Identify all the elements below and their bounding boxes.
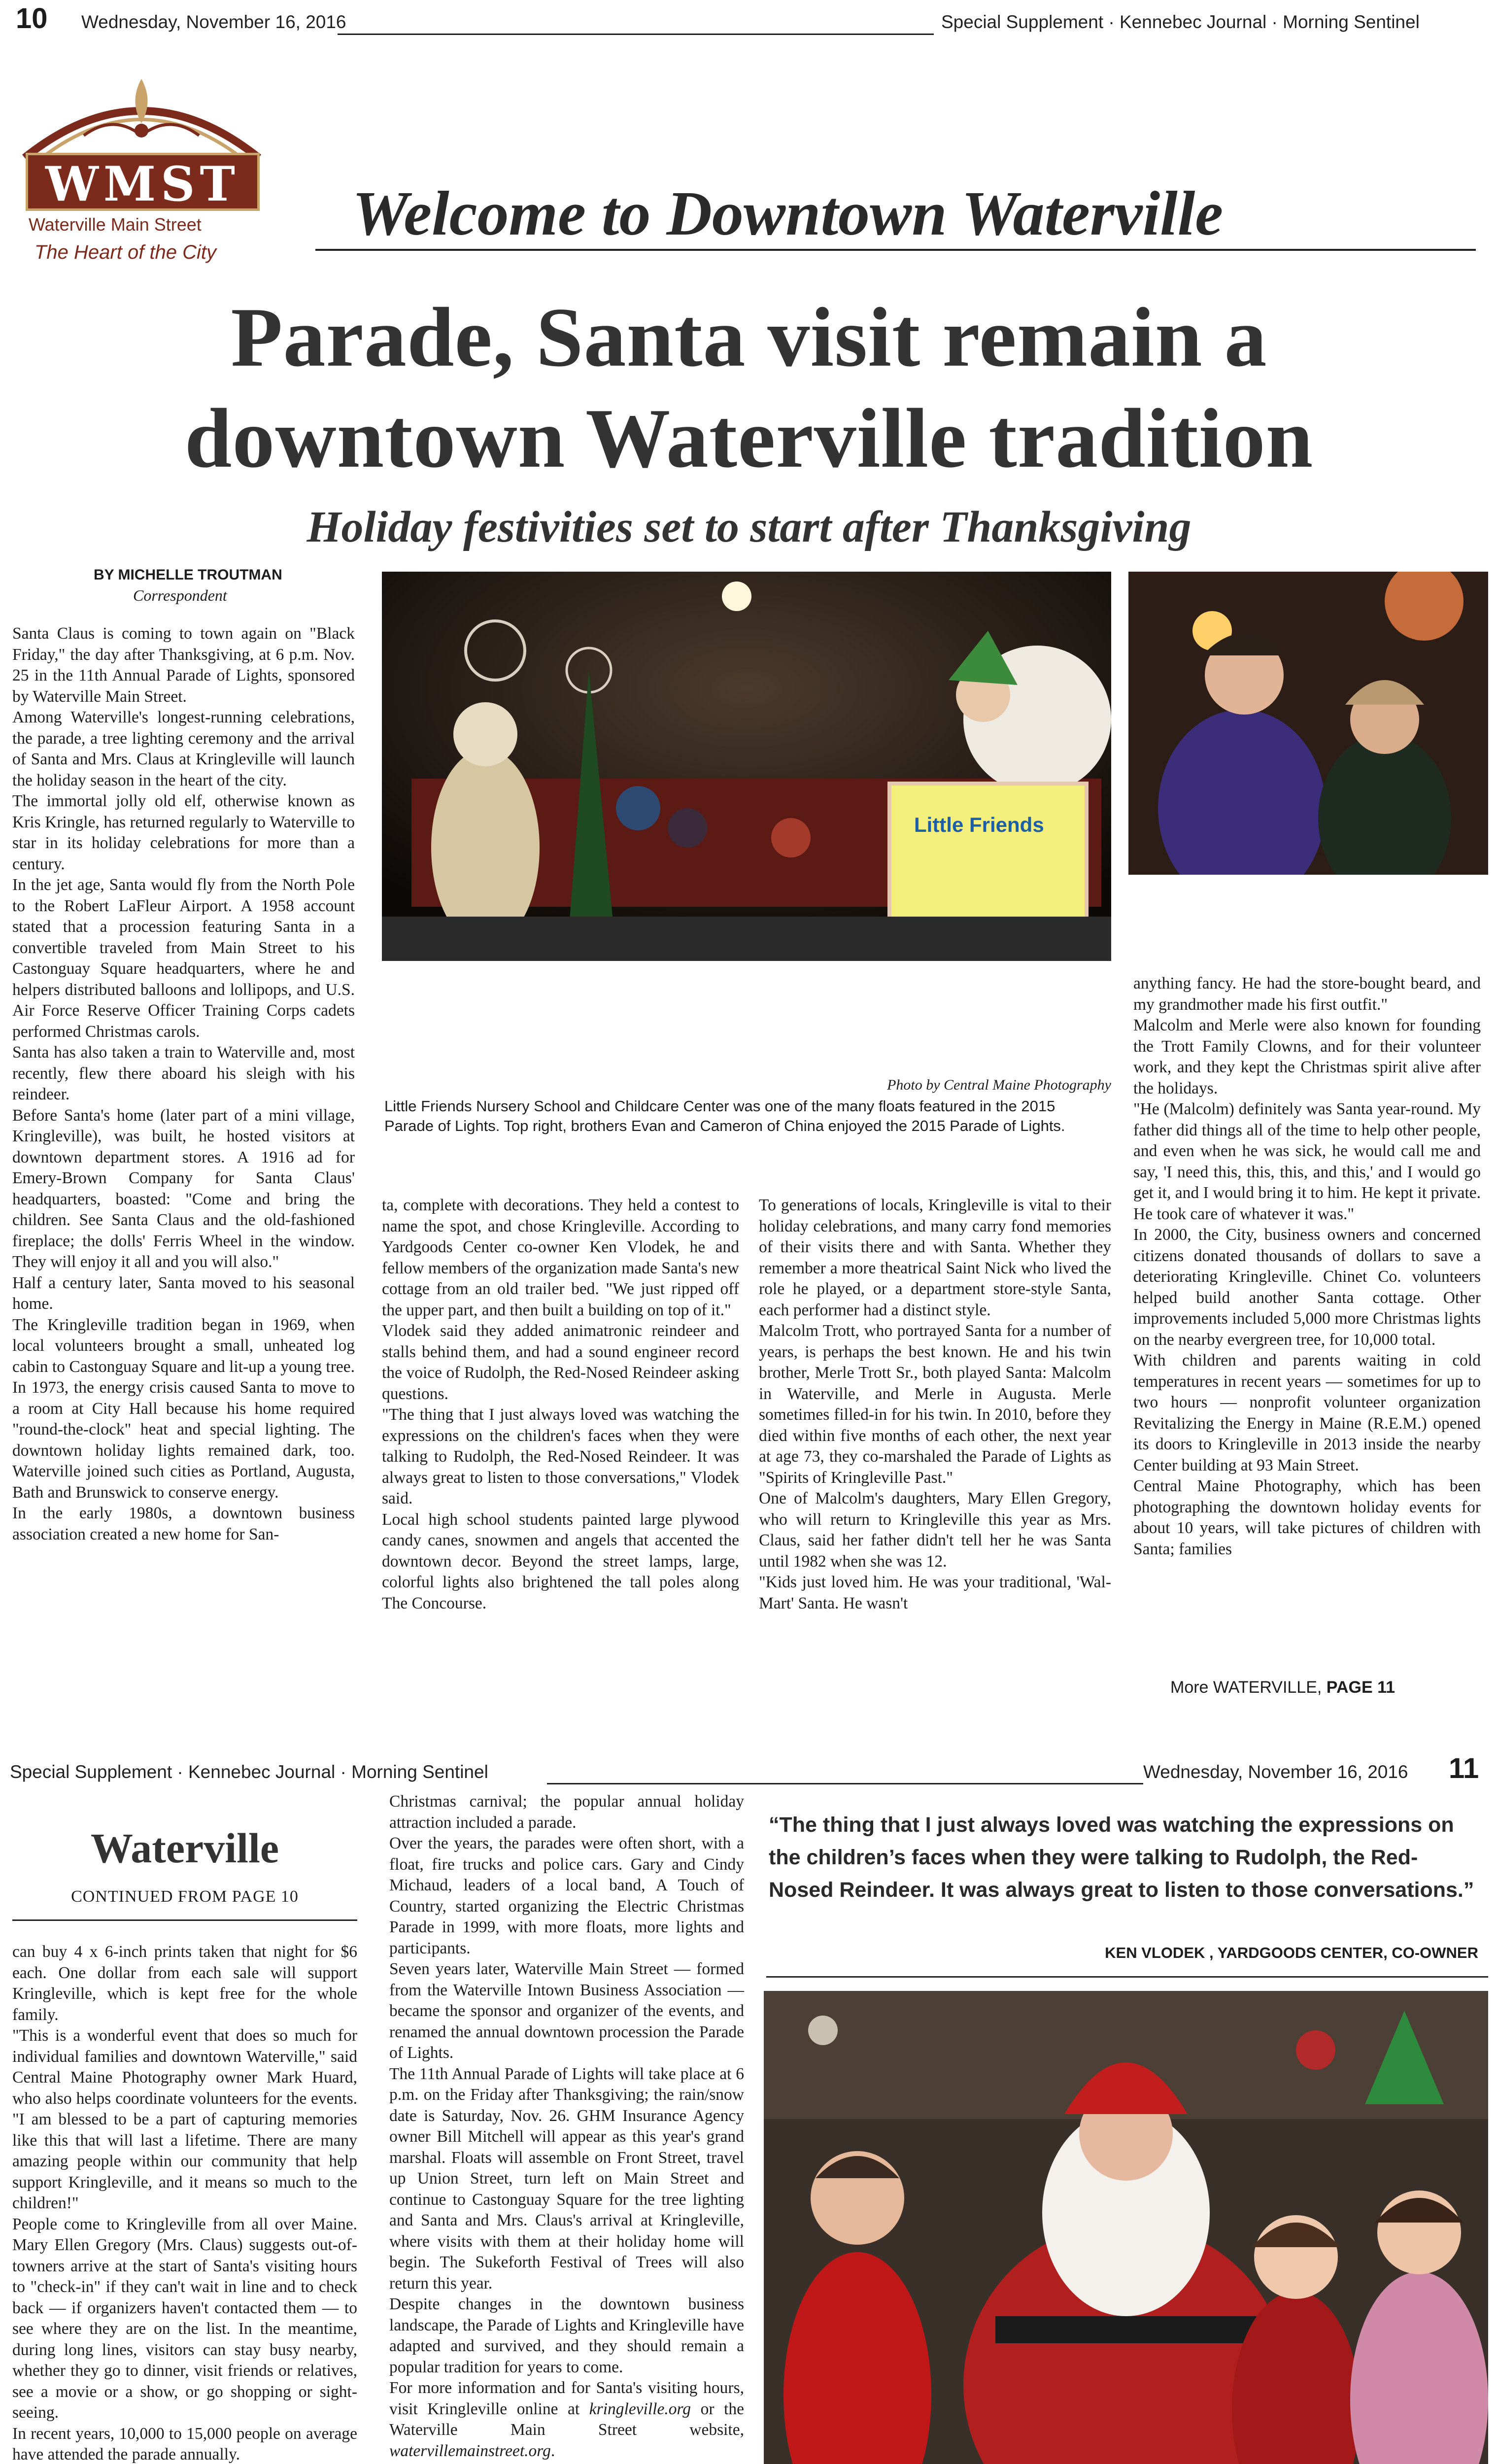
pullquote-attribution: KEN VLODEK , YARDGOODS CENTER, CO-OWNER [1105,1944,1478,1961]
article-col4: anything fancy. He had the store-bought beard, and my grandmother made his first outfit." Malcolm and Merle were also known for founding the Trott Family Clowns, and for their volunteer work, and they kept the Christmas spirit alive after the holidays. "He (Malcolm) definitely was Santa year-round. My father did things all of the time to help other people, and even when he was sick, he would call me and say, 'I need this, this, this, and this,' and I would go get it, and I would bring it to him. He kept it private. He took care of whatever it was." In 2000, the City, business owners and concerned citizens donated thousands of dollars to save a deteriorating Kringleville. Chinet Co. volunteers helped build another Santa cottage. Other improvements included 5,000 more Christmas lights on the nearby evergreen tree, for 10,000 total. With children and parents waiting in cold temperatures in recent years — sometimes for up to two hours — nonprofit volunteer organization Revitalizing the Energy in Maine (R.E.M.) opened its doors to Kringleville in 2013 inside the nearby Center building at 93 Main Street. Central Maine Photography, which has been photographing the downtown holiday events for about 10 years, will take pictures of children with Santa; families [1133,974,1481,1558]
continued-label: CONTINUED FROM PAGE 10 [71,1887,299,1906]
parade-float-image [382,572,1111,961]
brothers-image [1128,572,1488,875]
banner-title: Welcome to Downtown Waterville [352,178,1224,248]
logo-tagline: The Heart of the City [34,241,217,263]
santa-kids-photo [764,1991,1488,2464]
watervillemainstreet-link[interactable]: watervillemainstreet.org [389,2441,551,2460]
jump-more: More WATERVILLE, [1170,1678,1327,1697]
jump-line [1170,1678,1395,1697]
header-date-bottom: Wednesday, November 16, 2016 [1143,1762,1408,1782]
byline: BY MICHELLE TROUTMAN [94,567,282,583]
pullquote-rule [766,1976,1488,1978]
float-sign-text: Little Friends [914,813,1044,836]
article-col6 [389,1791,744,2462]
photo1-caption: Little Friends Nursery School and Childcare Center was one of the many floats featured in the 2015 Parade of Lights. Top right, brothers Evan and Cameron of China enjoyed the 2015 Parade of Lights. [384,1097,1065,1134]
pullquote-text: “The thing that I just always loved was watching the expressions on the children’s faces when they were talking to Rudolph, the Red-Nosed Reindeer. It was always great to listen to those conversations.” [769,1813,1474,1902]
logo-letters: WMST [26,153,260,211]
page-number-bottom: 11 [1449,1752,1479,1784]
col6-text: Christmas carnival; the popular annual holiday attraction included a parade. Over the years, the parades were often short, with a float, fire trucks and police cars. Gary and Cindy Michaud, leaders of a local band, A Touch of Country, started organizing the Electric Christmas Parade in 1999, with more floats, more lights and participants. Seven years later, Waterville Main Street — formed from the Waterville Intown Business Association — became the sponsor and organizer of the events, and renamed the annual downtown procession the Parade of Lights. The 11th Annual Parade of Lights will take place at 6 p.m. on the Friday after Thanksgiving; the rain/snow date is Saturday, Nov. 26. GHM Insurance Agency owner Bill Mitchell will appear as this year's grand marshal. Floats will assemble on Front Street, travel up Union Street, turn left on Main Street and continue to Castonguay Square for the tree lighting and Santa and Mrs. Claus's arrival at Kringleville, where visits with them at their holiday home will begin. The Sukeforth Festival of Trees will also return this year. Despite changes in the downtown business landscape, the Parade of Lights and Kringleville have adapted and survived, and they should remain a popular tradition for years to come. For more information and for Santa's visiting hours, visit Kringleville online at [389,1792,744,2418]
headline-line2: downtown Waterville tradition [184,392,1314,485]
continued-rule [12,1919,357,1921]
photo1-credit: Photo by Central Maine Photography [887,1077,1111,1093]
headline-line1: Parade, Santa visit remain a [231,291,1267,384]
article-col2: ta, complete with decorations. They held a contest to name the spot, and chose Kringleville. According to Yardgoods Center co-owner Ken Vlodek, he and fellow members of the organization made Santa's new cottage from an old trailer bed. "We just ripped off the upper part, and then built a building on top of it." Vlodek said they added animatronic reindeer and stalls behind them, and had a sound engineer record the voice of Rudolph, the Red-Nosed Reindeer asking questions. "The thing that I just always loved was watching the expressions on the children's faces when they were talking to Rudolph, the Red-Nosed Reindeer. It was always great to listen to those conversations," Vlodek said. Local high school students painted large plywood candy canes, snowmen and angels that accented the downtown decor. Beyond the street lamps, large, colorful lights also brightened the tall poles along The Concourse. [382,1196,739,1612]
logo-name: Waterville Main Street [29,214,202,235]
col6-end: . [550,2441,555,2460]
banner-rule [315,249,1476,251]
kringleville-link[interactable]: kringleville.org [589,2399,691,2418]
article-col5: can buy 4 x 6-inch prints taken that night for $6 each. One dollar from each sale will support Kringleville, which is kept free for the whole family. "This is a wonderful event that does so much for individual families and downtown Waterville," said Central Maine Photography owner Mark Huard, who also helps coordinate volunteers for the events. "I am blessed to be a part of capturing memories like this that will last a lifetime. There are many amazing people within our community that help support Kringleville, and it means so much to the children!" People come to Kringleville from all over Maine. Mary Ellen Gregory (Mrs. Claus) suggests out-of-towners arrive at the start of Santa's visiting hours to "check-in" if they can't wait in line and to check back — if organizers haven't contacted them — to see where they are on the list. In the meantime, during long lines, visitors can stay busy nearby, whether they go to dinner, visit friends or relatives, see a movie or a show, or go shopping or sight-seeing. In recent years, 10,000 to 15,000 people on average have attended the parade annually. [12,1943,357,2464]
col6-mid: or the Waterville Main Street website, [389,2399,744,2439]
header-supplement-bottom: Special Supplement · Kennebec Journal · Morning Sentinel [10,1762,488,1782]
header-rule-bottom [547,1783,1143,1784]
wmst-logo [15,74,269,235]
page-number-top: 10 [16,2,48,34]
header-rule-top [338,34,934,35]
parade-float-photo [382,572,1111,961]
byline-role: Correspondent [133,586,227,604]
brothers-photo [1128,572,1488,875]
continued-title: Waterville [90,1824,279,1872]
santa-kids-image [764,1991,1488,2464]
article-col3: To generations of locals, Kringleville is vital to their holiday celebrations, and many carry fond memories of their visits there and with Santa. Whether they remember a more theatrical Saint Nick who lived the role he played, or a department store-style Santa, each performer had a distinct style. Malcolm Trott, who portrayed Santa for a number of years, is perhaps the best known. He and his twin brother, Merle Trott Sr., both played Santa: Malcolm in Waterville, and Merle in Augusta. Merle sometimes filled-in for his twin. In 2010, before they died within five months of each other, the next year at age 73, they co-marshaled the Parade of Lights as "Spirits of Kringleville Past." One of Malcolm's daughters, Mary Ellen Gregory, who will return to Kringleville this year as Mrs. Claus, said her father didn't tell her he was Santa until 1982 when she was 12. "Kids just loved him. He was your traditional, 'Wal-Mart' Santa. He wasn't [759,1196,1111,1612]
jump-page[interactable]: PAGE 11 [1326,1678,1396,1697]
subheadline: Holiday festivities set to start after Thanksgiving [306,503,1192,551]
header-date-top: Wednesday, November 16, 2016 [81,12,346,32]
header-supplement-top: Special Supplement · Kennebec Journal · Morning Sentinel [941,12,1420,32]
article-col1: Santa Claus is coming to town again on "Black Friday," the day after Thanksgiving, at 6 p.m. Nov. 25 in the 11th Annual Parade of Lights, sponsored by Waterville Main Street. Among Waterville's longest-running celebrations, the parade, a tree lighting ceremony and the arrival of Santa and Mrs. Claus at Kringleville will launch the holiday season in the heart of the city. The immortal jolly old elf, otherwise known as Kris Kringle, has returned regularly to Waterville to star in its holiday celebrations for more than a century. In the jet age, Santa would fly from the North Pole to the Robert LaFleur Airport. A 1958 account stated that a procession featuring Santa in a convertible traveled from Main Street to his Castonguay Square headquarters, where he and helpers distributed balloons and lollipops, and U.S. Air Force Reserve Officer Training Corps cadets performed Christmas carols. Santa has also taken a train to Waterville and, most recently, flew there aboard his sleigh with his reindeer. Before Santa's home (later part of a mini village, Kringleville), was built, he hosted visitors at downtown department stores. A 1916 ad for Emery-Brown Company for Santa Claus' headquarters, boasted: "Come and bring the children. See Santa Claus and the old-fashioned fireplace; the dolls' Ferris Wheel in the window. They will enjoy it all and you will also." Half a century later, Santa moved to his seasonal home. The Kringleville tradition began in 1969, when local volunteers brought a small, unheated log cabin to Castonguay Square and lit-up a young tree. In 1973, the energy crisis caused Santa to move to a room at City Hall because his home required "round-the-clock" heat and special lighting. The downtown holiday lights remained dark, too. Waterville joined such cities as Portland, Augusta, Bath and Brunswick to conserve energy. In the early 1980s, a downtown business association created a new home for San- [12,624,355,1543]
logo-arch-icon [15,74,269,160]
